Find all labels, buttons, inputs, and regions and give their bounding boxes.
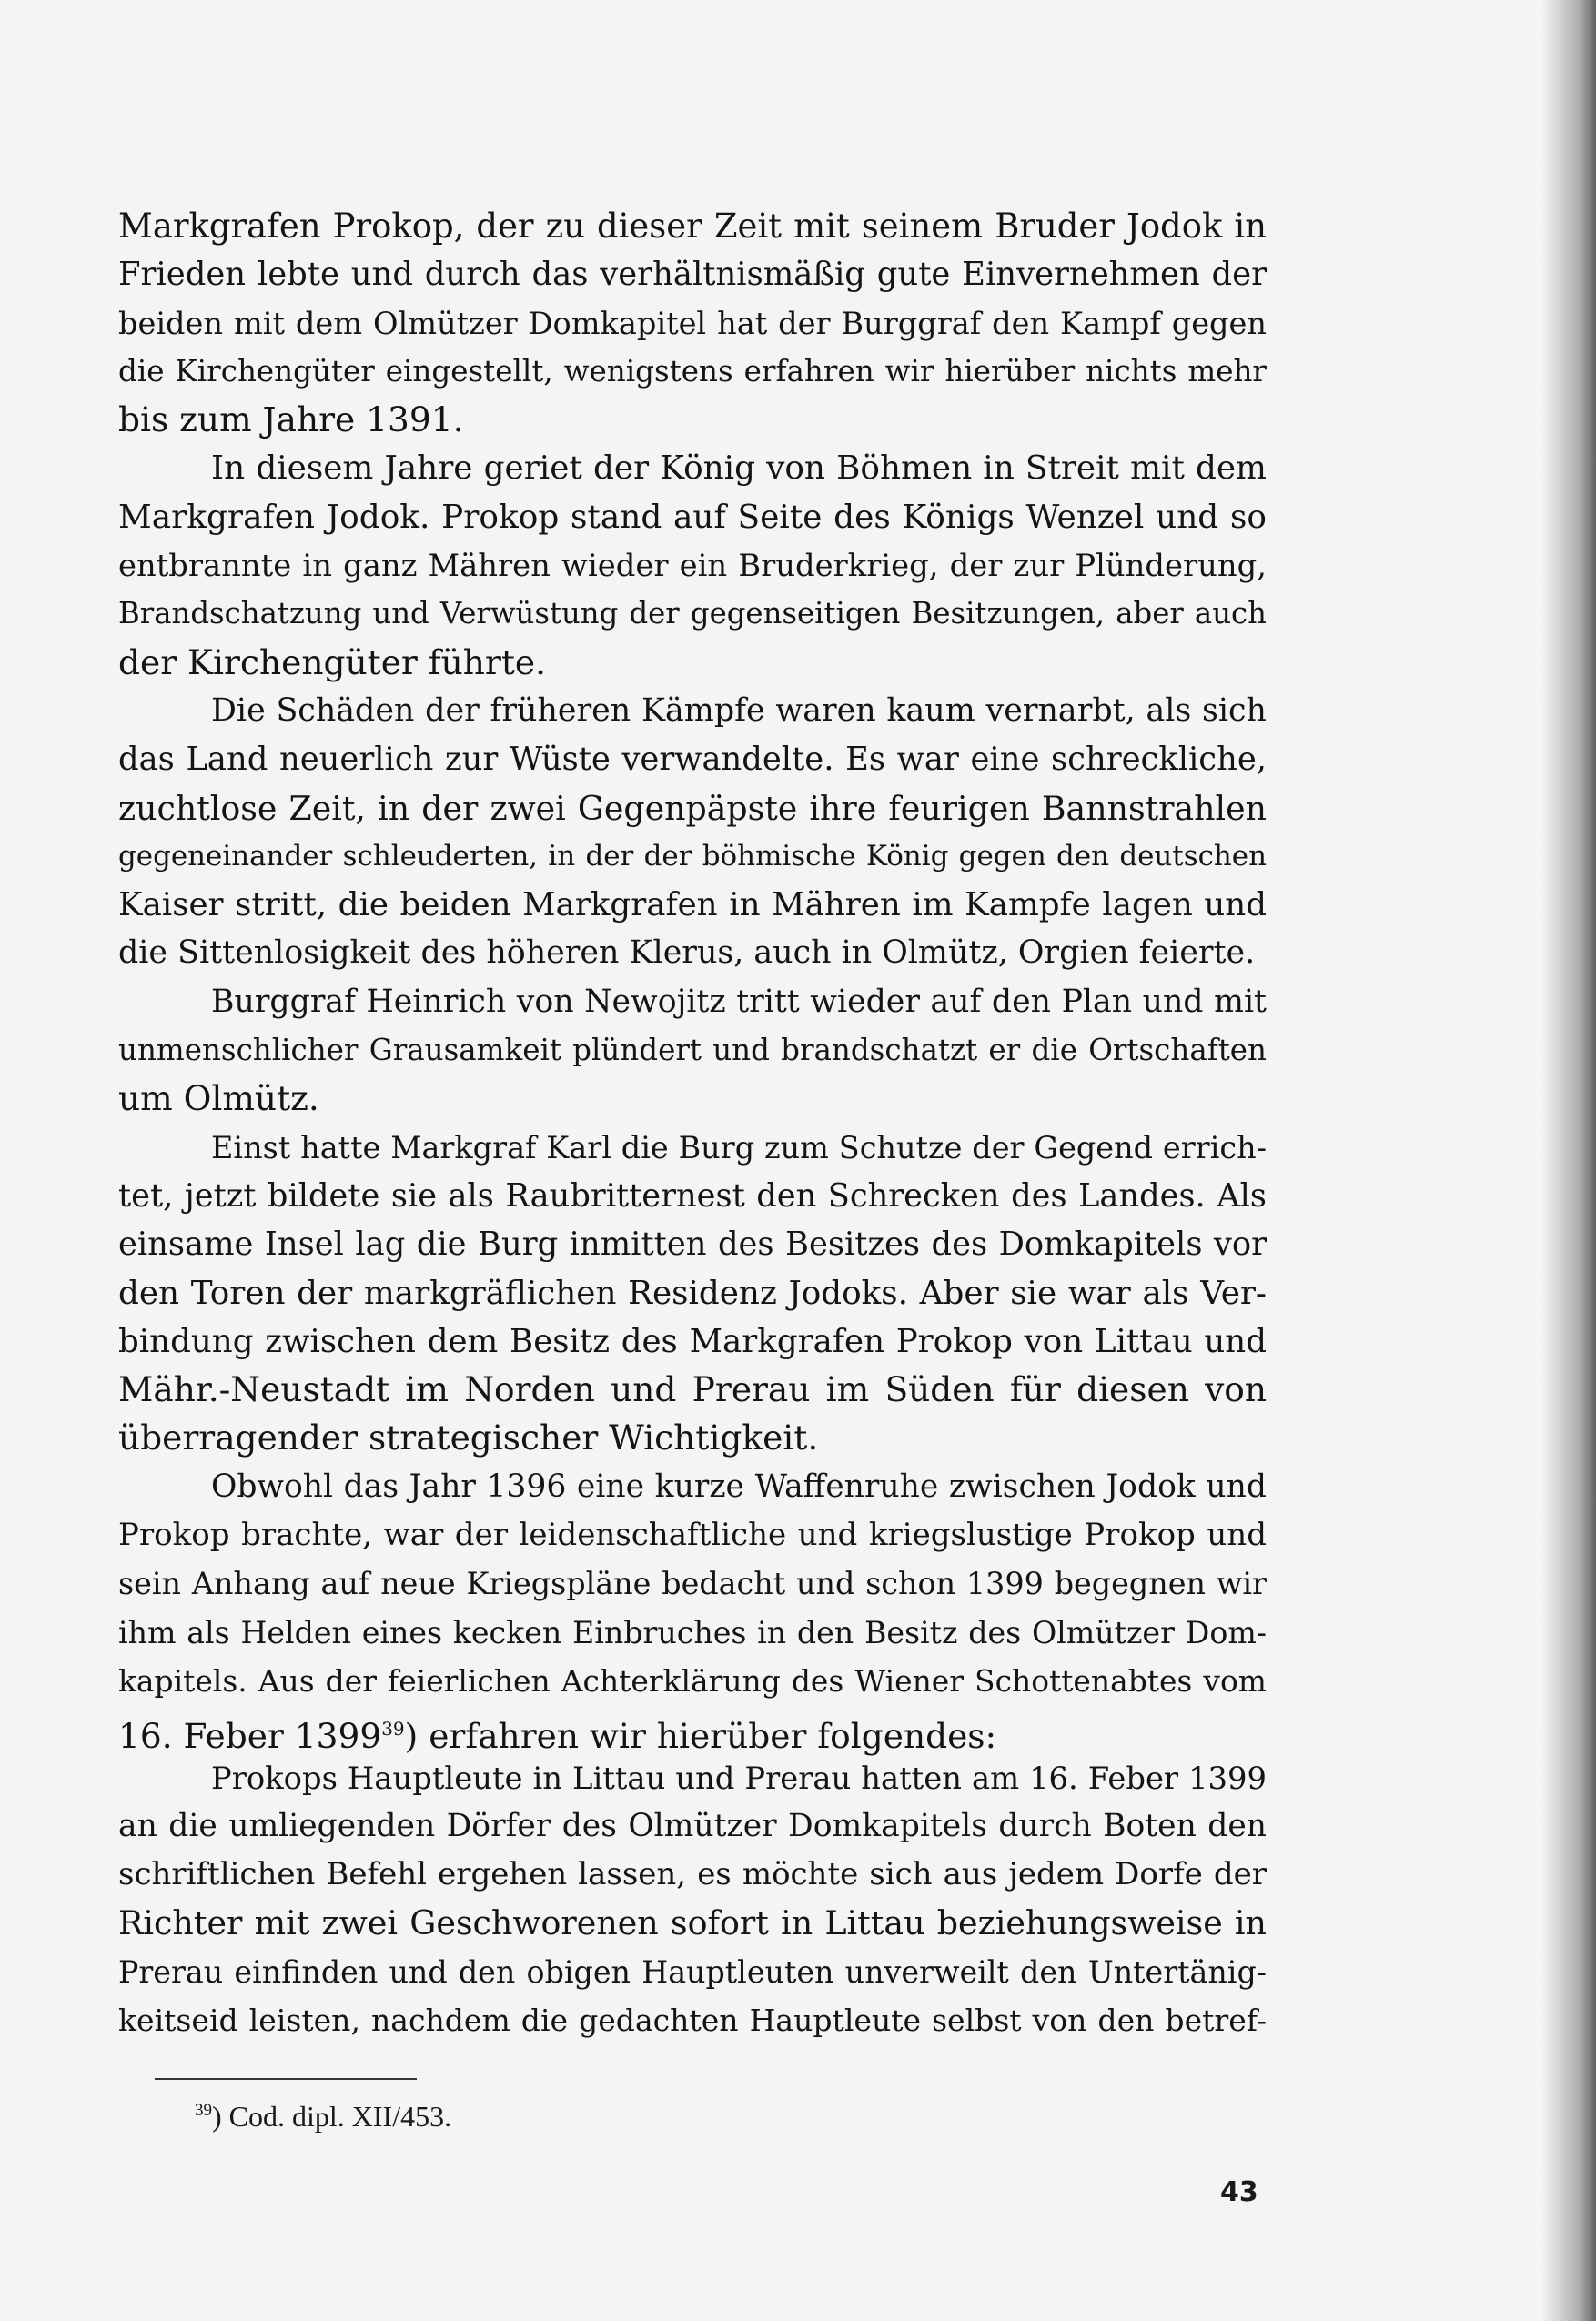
text-line: Markgrafen Jodok. Prokop stand auf Seite des Königs Wenzel und so xyxy=(118,498,1267,536)
page-number: 43 xyxy=(1220,2176,1258,2208)
text-line: keitseid leisten, nachdem die gedachten Hauptleute selbst von den betref- xyxy=(118,2002,1267,2038)
text-line: überragender strategischer Wichtigkeit. xyxy=(118,1418,819,1458)
text-line: ihm als Helden eines kecken Einbruches in den Besitz des Olmützer Dom- xyxy=(118,1614,1267,1650)
text-fragment: ) erfahren wir hierüber folgendes: xyxy=(404,1716,997,1757)
footnote-text: ) Cod. dipl. XII/453. xyxy=(212,2100,452,2133)
text-line: kapitels. Aus der feierlichen Achterklärung des Wiener Schottenabtes vom xyxy=(118,1662,1267,1699)
text-line: sein Anhang auf neue Kriegspläne bedacht und schon 1399 begegnen wir xyxy=(118,1566,1267,1602)
text-line: bis zum Jahre 1391. xyxy=(118,399,464,440)
paragraph xyxy=(118,202,1267,444)
text-line: einsame Insel lag die Burg inmitten des Besitzes des Domkapitels vor xyxy=(118,1226,1267,1264)
paragraph xyxy=(118,978,1267,1124)
text-line: das Land neuerlich zur Wüste verwandelte. Es war eine schreckliche, xyxy=(118,741,1267,779)
text-line: bindung zwischen dem Besitz des Markgrafen Prokop von Littau und xyxy=(118,1322,1267,1360)
text-line: schriftlichen Befehl ergehen lassen, es möchte sich aus jedem Dorfe der xyxy=(118,1856,1267,1893)
text-line: entbrannte in ganz Mähren wieder ein Bruderkrieg, der zur Plünderung, xyxy=(118,548,1267,584)
text-line xyxy=(118,1705,1267,1757)
footnote-divider xyxy=(155,2078,417,2080)
text-line: tet, jetzt bildete sie als Raubritternest den Schrecken des Landes. Als xyxy=(118,1176,1267,1215)
body-text xyxy=(118,202,1267,2044)
paragraph xyxy=(118,687,1267,978)
text-line: In diesem Jahre geriet der König von Böhmen in Streit mit dem xyxy=(211,449,1267,488)
paragraph xyxy=(118,444,1267,686)
paragraph xyxy=(118,1754,1267,2045)
text-line: den Toren der markgräflichen Residenz Jodoks. Aber sie war als Ver- xyxy=(118,1274,1267,1312)
text-line: unmenschlicher Grausamkeit plündert und brandschatzt er die Ortschaften xyxy=(118,1033,1267,1068)
text-line: Prokop brachte, war der leidenschaftliche und kriegslustige Prokop und xyxy=(118,1517,1267,1554)
text-line: beiden mit dem Olmützer Domkapitel hat der Burggraf den Kampf gegen xyxy=(118,305,1267,341)
text-line: Frieden lebte und durch das verhältnismäßig gute Einvernehmen der xyxy=(118,256,1267,294)
text-line: Richter mit zwei Geschworenen sofort in Littau beziehungsweise in xyxy=(118,1903,1267,1943)
text-line: Einst hatte Markgraf Karl die Burg zum Schutze der Gegend errich- xyxy=(211,1129,1267,1166)
footnote xyxy=(195,2100,451,2134)
text-line: Burggraf Heinrich von Newojitz tritt wieder auf den Plan und mit xyxy=(211,983,1267,1020)
text-line: der Kirchengüter führte. xyxy=(118,641,547,682)
text-line: Kaiser stritt, die beiden Markgrafen in Mähren im Kampfe lagen und xyxy=(118,886,1267,924)
text-fragment: 16. Feber 1399 xyxy=(118,1716,382,1757)
text-line: Die Schäden der früheren Kämpfe waren kaum vernarbt, als sich xyxy=(211,691,1267,729)
text-line: Obwohl das Jahr 1396 eine kurze Waffenruhe zwischen Jodok und xyxy=(211,1468,1267,1505)
footnote-reference: 39 xyxy=(381,1718,405,1741)
paragraph xyxy=(118,1463,1267,1757)
paragraph xyxy=(118,1124,1267,1463)
text-line: Prerau einfinden und den obigen Hauptleuten unverweilt den Untertänig- xyxy=(118,1953,1267,1990)
text-line: zuchtlose Zeit, in der zwei Gegenpäpste ihre feurigen Bannstrahlen xyxy=(118,788,1267,828)
text-line: Markgrafen Prokop, der zu dieser Zeit mit seinem Bruder Jodok in xyxy=(118,207,1267,246)
text-line: gegeneinander schleuderten, in der der böhmische König gegen den deutschen xyxy=(118,839,1267,873)
text-line: Mähr.-Neustadt im Norden und Prerau im Süden für diesen von xyxy=(118,1369,1267,1410)
text-line: an die umliegenden Dörfer des Olmützer Domkapitels durch Boten den xyxy=(118,1807,1267,1844)
footnote-number: 39 xyxy=(195,2101,212,2120)
text-line: um Olmütz. xyxy=(118,1078,319,1119)
text-line: die Sittenlosigkeit des höheren Klerus, auch in Olmütz, Orgien feierte. xyxy=(118,934,1256,972)
text-line: Prokops Hauptleute in Littau und Prerau hatten am 16. Feber 1399 xyxy=(211,1760,1267,1796)
text-line: Brandschatzung und Verwüstung der gegenseitigen Besitzungen, aber auch xyxy=(118,596,1267,631)
text-line: die Kirchengüter eingestellt, wenigstens erfahren wir hierüber nichts mehr xyxy=(118,353,1267,389)
